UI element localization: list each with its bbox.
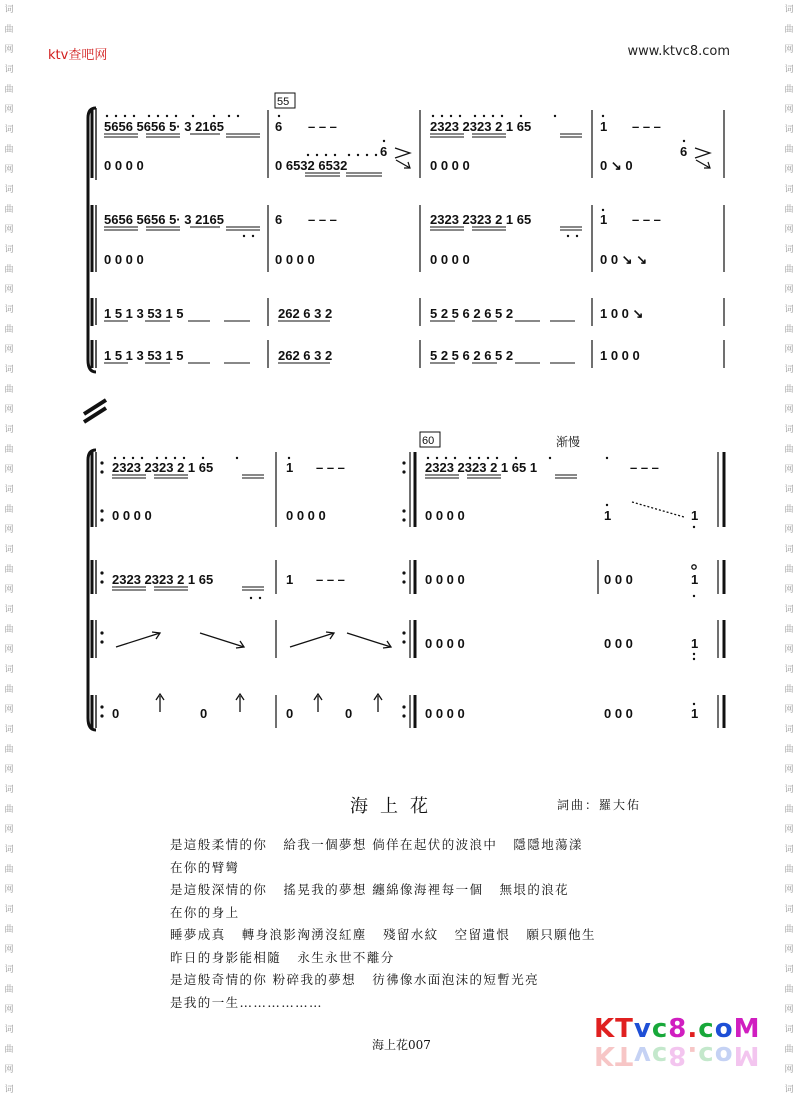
margin-mark: 网	[784, 585, 794, 595]
margin-mark: 网	[4, 1005, 14, 1015]
svg-text:– – –: – – –	[630, 460, 659, 475]
margin-mark: 词	[4, 65, 14, 75]
site-logo	[594, 1014, 761, 1076]
svg-text:– – –: – – –	[316, 460, 345, 475]
margin-mark: 曲	[4, 145, 14, 155]
margin-mark: 词	[784, 605, 794, 615]
margin-mark: 曲	[784, 985, 794, 995]
margin-mark: 曲	[784, 805, 794, 815]
margin-mark: 网	[784, 285, 794, 295]
svg-text:1: 1	[691, 706, 699, 721]
svg-text:1: 1	[691, 636, 699, 651]
logo-letter: v	[633, 1014, 652, 1044]
margin-mark: 词	[784, 65, 794, 75]
margin-mark: 曲	[784, 25, 794, 35]
svg-text:0 0 0 0: 0 0 0 0	[275, 252, 315, 267]
lyric-line: 睡夢成真 轉身浪影洶湧沒紅塵 殘留水紋 空留遺恨 願只願他生	[170, 927, 596, 942]
margin-mark: 曲	[784, 445, 794, 455]
svg-text:1: 1	[286, 572, 294, 587]
svg-text:2323 2323 2 1 65: 2323 2323 2 1 65	[430, 119, 532, 134]
margin-mark: 词	[4, 1085, 14, 1095]
margin-mark: 词	[784, 245, 794, 255]
margin-mark: 词	[784, 425, 794, 435]
rehearsal-mark-60: 60	[422, 435, 435, 447]
svg-text:6: 6	[380, 144, 388, 159]
svg-text:1 5 1 3 53 1 5: 1 5 1 3 53 1 5	[104, 306, 184, 321]
logo-letter: 8	[668, 1040, 688, 1070]
logo-letter: o	[714, 1040, 734, 1070]
svg-text:0 0 0: 0 0 0 0	[112, 508, 152, 523]
svg-text:0 0 ↘ ↘: 0 0 ↘ ↘	[600, 252, 648, 267]
margin-mark: 词	[4, 785, 14, 795]
margin-mark: 词	[4, 845, 14, 855]
lyric-line: 在你的臂彎	[170, 859, 240, 875]
svg-text:6: 6	[680, 144, 688, 159]
svg-text:1 5 1 3 53 1 5: 1 5 1 3 53 1 5	[104, 348, 184, 363]
margin-mark: 词	[784, 1025, 794, 1035]
margin-mark: 曲	[784, 685, 794, 695]
svg-text:0 0 0: 0 0 0 0	[425, 572, 465, 587]
margin-mark: 词	[4, 245, 14, 255]
svg-text:5 2 5 6 2 6 5 2: 5 2 5 6 2 6 5 2	[430, 306, 514, 321]
logo-letter: c	[651, 1040, 669, 1070]
margin-mark: 曲	[4, 565, 14, 575]
margin-mark: 网	[784, 165, 794, 175]
svg-text:1 0 0 ↘: 1 0 0 ↘	[600, 306, 644, 321]
margin-mark: 网	[4, 585, 14, 595]
svg-text:262 6 3 2: 262 6 3 2	[278, 348, 333, 363]
svg-text:– – –: – – –	[316, 572, 345, 587]
svg-text:1: 1	[604, 508, 612, 523]
svg-text:5 2 5 6 2 6 5 2: 5 2 5 6 2 6 5 2	[430, 348, 514, 363]
margin-mark: 网	[4, 645, 14, 655]
margin-mark: 网	[4, 225, 14, 235]
margin-mark: 网	[784, 1065, 794, 1075]
margin-mark: 曲	[784, 505, 794, 515]
margin-mark: 词	[784, 125, 794, 135]
logo-letter: K	[594, 1040, 616, 1070]
logo-letter: v	[633, 1040, 652, 1070]
margin-mark: 网	[784, 465, 794, 475]
margin-mark: 曲	[784, 625, 794, 635]
margin-mark: 网	[4, 825, 14, 835]
margin-mark: 曲	[4, 625, 14, 635]
margin-mark: 曲	[4, 385, 14, 395]
logo-letter: T	[615, 1014, 634, 1044]
svg-text:0: 0	[345, 706, 353, 721]
margin-mark: 词	[784, 485, 794, 495]
lyric-line: 在你的身上	[170, 904, 240, 920]
margin-mark: 曲	[784, 145, 794, 155]
svg-text:– – –: – – –	[308, 119, 337, 134]
svg-text:2323 2323 2 1 65: 2323 2323 2 1 65	[430, 212, 532, 227]
margin-mark: 词	[4, 185, 14, 195]
margin-mark: 曲	[4, 745, 14, 755]
logo-letter: c	[698, 1040, 715, 1070]
margin-mark: 曲	[4, 985, 14, 995]
margin-mark: 网	[784, 945, 794, 955]
margin-mark: 曲	[784, 265, 794, 275]
margin-mark: 词	[784, 365, 794, 375]
margin-mark: 曲	[4, 25, 14, 35]
logo-letter: M	[733, 1014, 761, 1044]
margin-mark: 曲	[4, 865, 14, 875]
svg-text:0 0 0: 0 0 0 0	[104, 158, 144, 173]
margin-mark: 曲	[784, 85, 794, 95]
margin-mark: 词	[784, 725, 794, 735]
margin-mark: 网	[4, 945, 14, 955]
logo-reflection	[594, 1040, 761, 1070]
svg-text:0: 0	[286, 706, 294, 721]
song-credit: 詞曲：羅大佑	[557, 798, 642, 812]
margin-mark: 曲	[784, 565, 794, 575]
margin-mark: 网	[784, 765, 794, 775]
margin-mark: 网	[784, 45, 794, 55]
svg-text:0 6532 6532: 0 6532 6532	[275, 158, 348, 173]
svg-text:0 0 0: 0 0 0	[604, 572, 633, 587]
logo-letter: c	[651, 1014, 669, 1044]
margin-mark: 网	[4, 765, 14, 775]
margin-mark: 词	[784, 1085, 794, 1095]
svg-text:0 0 0: 0 0 0 0	[425, 508, 465, 523]
svg-text:0 0 0: 0 0 0 0	[425, 706, 465, 721]
margin-mark: 网	[784, 525, 794, 535]
margin-mark: 词	[4, 5, 14, 15]
lyric-line: 昨日的身影能相隨 永生永世不離分	[170, 949, 395, 965]
margin-mark: 曲	[784, 865, 794, 875]
margin-mark: 词	[4, 545, 14, 555]
svg-text:0 ↘ 0: 0 ↘ 0	[600, 158, 633, 173]
logo-letter: K	[594, 1014, 616, 1044]
margin-mark: 词	[4, 1025, 14, 1035]
margin-mark: 网	[784, 885, 794, 895]
site-url: www.ktvc8.com	[627, 44, 730, 59]
svg-text:5656 5656 5· 3 2165: 5656 5656 5· 3 2165	[104, 212, 224, 227]
margin-mark: 网	[784, 645, 794, 655]
margin-mark: 曲	[4, 685, 14, 695]
margin-mark: 曲	[4, 445, 14, 455]
margin-mark: 曲	[784, 745, 794, 755]
svg-text:5656 5656 5· 3 2165: 5656 5656 5· 3 2165	[104, 119, 224, 134]
svg-text:0 0 0: 0 0 0 0	[430, 252, 470, 267]
margin-mark: 词	[784, 905, 794, 915]
svg-text:– – –: – – –	[632, 212, 661, 227]
margin-mark: 曲	[4, 505, 14, 515]
svg-text:1: 1	[691, 572, 699, 587]
margin-mark: 网	[4, 885, 14, 895]
svg-text:1: 1	[600, 119, 608, 134]
margin-mark: 网	[784, 1005, 794, 1015]
margin-mark: 网	[784, 105, 794, 115]
margin-mark: 词	[784, 845, 794, 855]
margin-mark: 词	[784, 185, 794, 195]
margin-mark: 曲	[4, 205, 14, 215]
svg-text:– – –: – – –	[632, 119, 661, 134]
svg-text:0 0 0: 0 0 0 0	[430, 158, 470, 173]
margin-mark: 网	[784, 705, 794, 715]
margin-mark: 网	[784, 225, 794, 235]
logo-letter: 8	[668, 1014, 688, 1044]
margin-mark: 词	[4, 365, 14, 375]
site-name: ktv查吧网	[48, 48, 108, 63]
margin-mark: 曲	[784, 1045, 794, 1055]
svg-text:2323 2323 2 1 65: 2323 2323 2 1 65	[112, 460, 214, 475]
margin-mark: 词	[4, 425, 14, 435]
svg-text:2323 2323 2 1 65: 2323 2323 2 1 65	[112, 572, 214, 587]
margin-mark: 词	[784, 665, 794, 675]
margin-mark: 网	[4, 285, 14, 295]
svg-text:– – –: – – –	[308, 212, 337, 227]
margin-mark: 曲	[784, 205, 794, 215]
logo-letter: M	[733, 1040, 761, 1070]
margin-mark: 词	[784, 965, 794, 975]
lyric-line: 是這般深情的你 搖晃我的夢想 纏綿像海裡每一個 無垠的浪花	[170, 882, 570, 897]
margin-mark: 网	[4, 465, 14, 475]
svg-text:1 0 0 0: 1 0 0 0	[600, 348, 640, 363]
margin-mark: 网	[784, 345, 794, 355]
lyrics	[170, 834, 730, 1014]
svg-text:0 0 0: 0 0 0 0	[104, 252, 144, 267]
svg-text:6: 6	[275, 119, 283, 134]
logo-letter: c	[698, 1014, 715, 1044]
logo-letter: T	[615, 1040, 634, 1070]
svg-text:6: 6	[275, 212, 283, 227]
svg-text:0: 0	[200, 706, 208, 721]
song-title: 海上花	[350, 796, 440, 817]
svg-text:0 0 0: 0 0 0	[604, 636, 633, 651]
margin-mark: 词	[4, 305, 14, 315]
margin-mark: 词	[4, 665, 14, 675]
logo-letter: .	[687, 1014, 699, 1044]
rehearsal-mark-55: 55	[277, 96, 290, 108]
margin-mark: 词	[784, 785, 794, 795]
svg-text:1: 1	[286, 460, 294, 475]
margin-mark: 网	[4, 1065, 14, 1075]
svg-text:0 0 0: 0 0 0 0	[425, 636, 465, 651]
margin-mark: 曲	[4, 265, 14, 275]
lyric-line: 是這般柔情的你 給我一個夢想 倘佯在起伏的波浪中 隱隱地蕩漾	[170, 837, 583, 852]
page-label: 海上花007	[372, 1038, 431, 1052]
svg-text:1: 1	[600, 212, 608, 227]
system-1	[88, 93, 724, 372]
margin-mark: 词	[4, 905, 14, 915]
logo-letter: .	[687, 1040, 699, 1070]
margin-mark: 曲	[4, 805, 14, 815]
margin-mark: 网	[784, 405, 794, 415]
margin-mark: 词	[784, 545, 794, 555]
margin-mark: 网	[4, 345, 14, 355]
margin-mark: 词	[4, 485, 14, 495]
margin-mark: 曲	[784, 325, 794, 335]
svg-text:262 6 3 2: 262 6 3 2	[278, 306, 333, 321]
margin-mark: 网	[4, 405, 14, 415]
margin-mark: 词	[784, 305, 794, 315]
margin-mark: 曲	[4, 85, 14, 95]
margin-mark: 词	[4, 965, 14, 975]
svg-text:1: 1	[691, 508, 699, 523]
margin-mark: 词	[4, 725, 14, 735]
margin-mark: 网	[4, 525, 14, 535]
svg-text:0 0 0: 0 0 0	[604, 706, 633, 721]
margin-mark: 词	[4, 605, 14, 615]
margin-mark: 词	[4, 125, 14, 135]
svg-text:2323 2323 2 1 65 1: 2323 2323 2 1 65 1	[425, 460, 538, 475]
svg-text:0: 0	[112, 706, 120, 721]
lyric-line: 是這般奇情的你 粉碎我的夢想 彷彿像水面泡沫的短暫光亮	[170, 972, 539, 987]
margin-mark: 词	[784, 5, 794, 15]
margin-mark: 网	[4, 705, 14, 715]
margin-mark: 曲	[784, 925, 794, 935]
margin-mark: 网	[4, 105, 14, 115]
margin-mark: 网	[784, 825, 794, 835]
margin-mark: 网	[4, 165, 14, 175]
margin-mark: 曲	[4, 1045, 14, 1055]
svg-text:0 0 0 0: 0 0 0 0	[286, 508, 326, 523]
margin-mark: 网	[4, 45, 14, 55]
margin-mark: 曲	[4, 925, 14, 935]
logo-letter: o	[714, 1014, 734, 1044]
margin-mark: 曲	[4, 325, 14, 335]
tempo-marking: 渐慢	[556, 435, 581, 449]
margin-mark: 曲	[784, 385, 794, 395]
lyric-line: 是我的一生………………	[170, 994, 323, 1010]
